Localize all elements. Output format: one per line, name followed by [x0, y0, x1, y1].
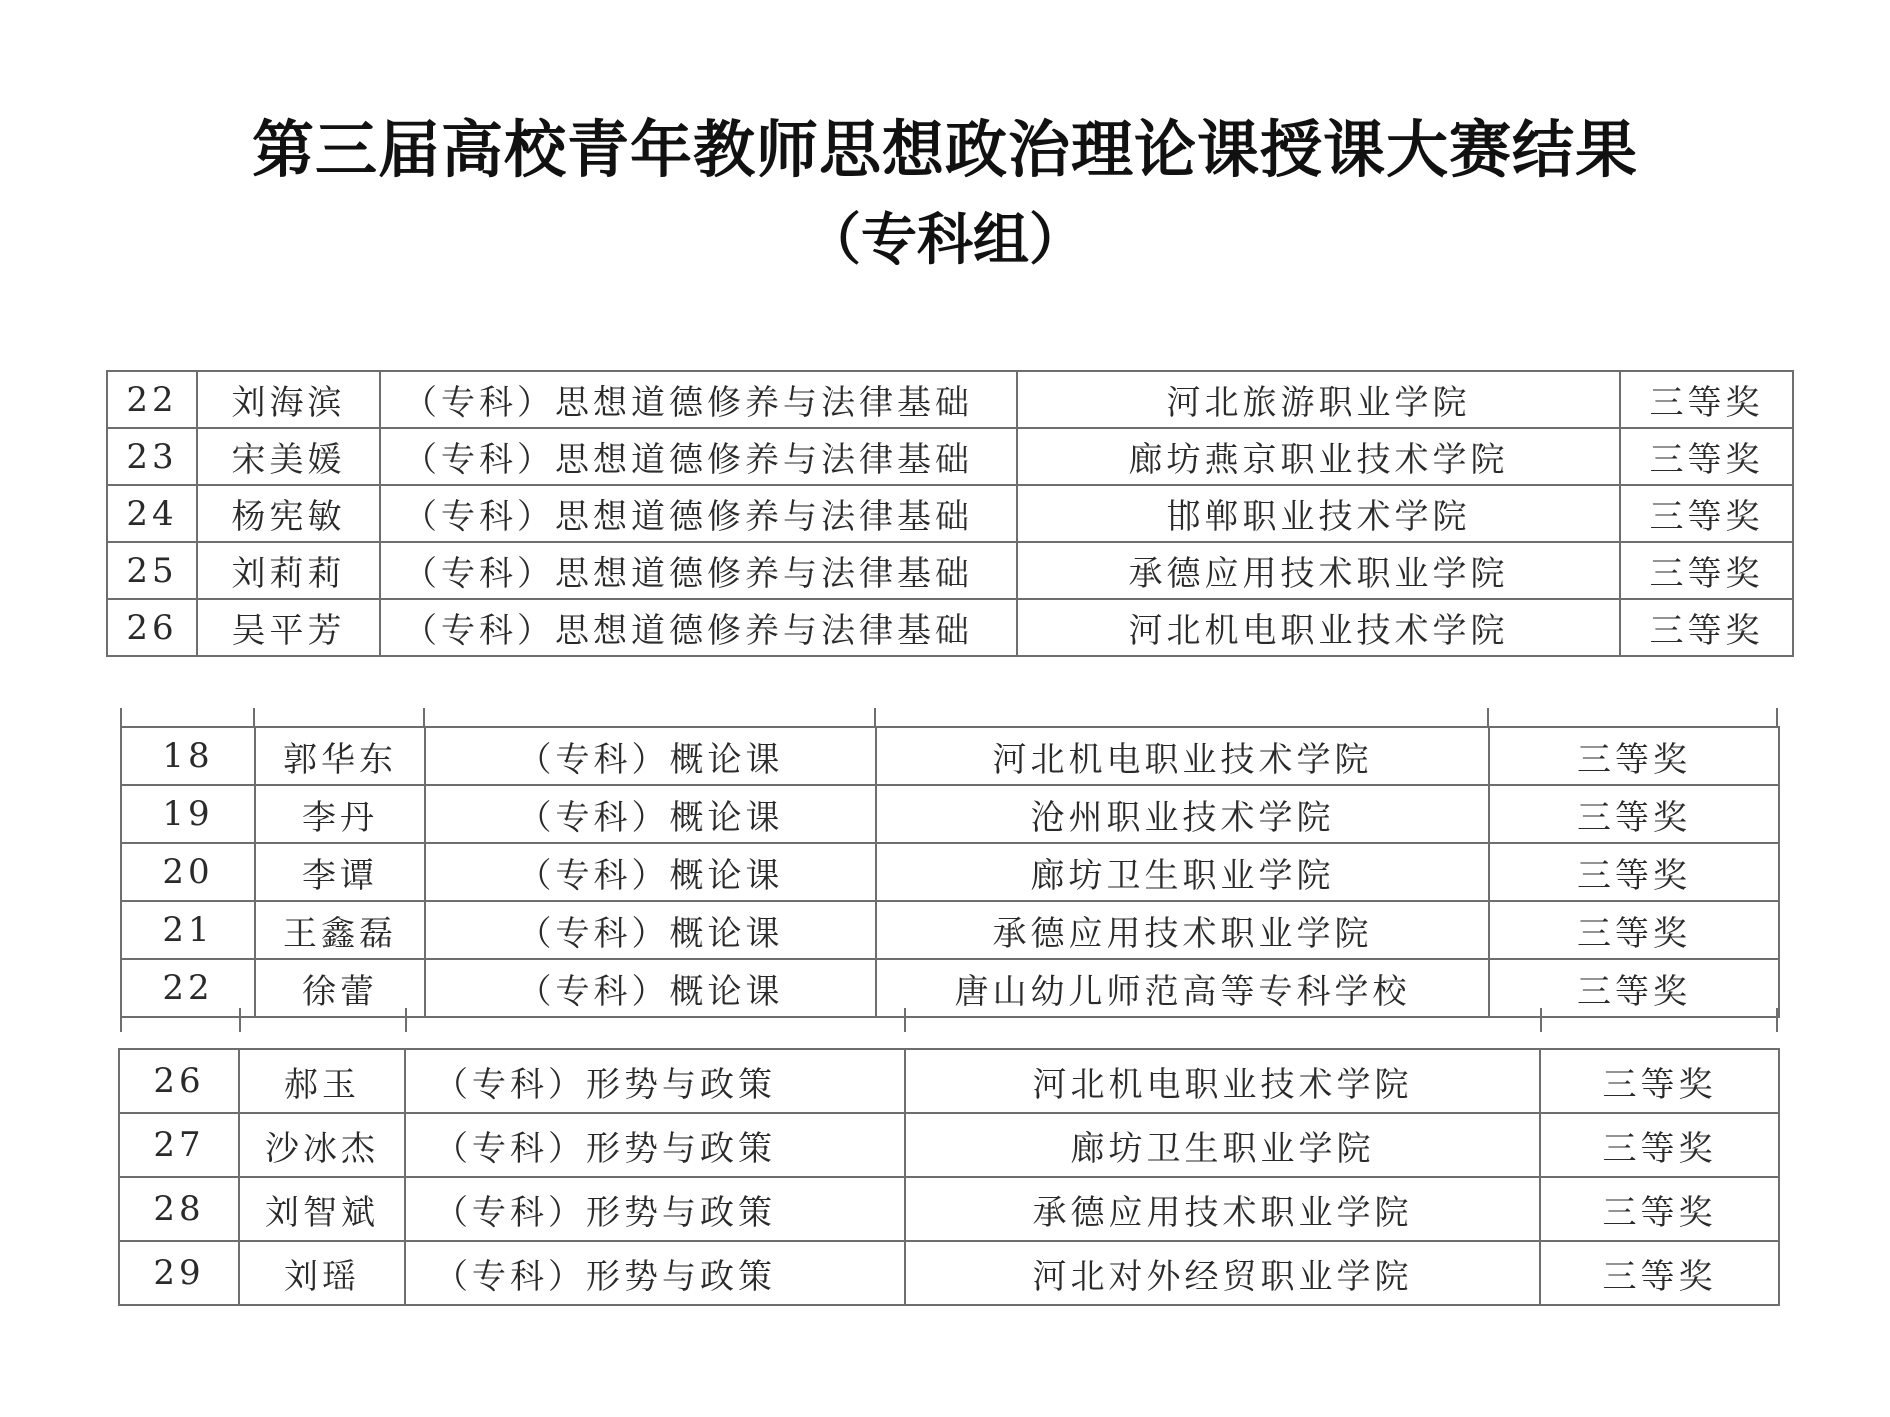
table-row — [121, 901, 1779, 959]
school-cell: 河北机电职业技术学院 — [905, 1049, 1540, 1113]
rank-cell: 19 — [121, 785, 255, 843]
rank-cell: 23 — [107, 428, 197, 485]
table-row — [119, 1177, 1779, 1241]
name-cell: 沙冰杰 — [239, 1113, 405, 1177]
table-gridline — [405, 1008, 407, 1032]
award-cell: 三等奖 — [1489, 727, 1779, 785]
award-cell: 三等奖 — [1489, 785, 1779, 843]
table-gridline — [423, 708, 425, 726]
name-cell: 李谭 — [255, 843, 425, 901]
award-cell: 三等奖 — [1540, 1177, 1779, 1241]
table-gridline — [1487, 708, 1489, 726]
course-cell: （专科）思想道德修养与法律基础 — [380, 371, 1017, 428]
award-cell: 三等奖 — [1540, 1113, 1779, 1177]
award-cell: 三等奖 — [1620, 599, 1793, 656]
table-row — [121, 843, 1779, 901]
rank-cell: 28 — [119, 1177, 239, 1241]
name-cell: 郭华东 — [255, 727, 425, 785]
table-row — [119, 1241, 1779, 1305]
school-cell: 唐山幼儿师范高等专科学校 — [876, 959, 1489, 1017]
results-table-situation-policy — [118, 1048, 1780, 1306]
school-cell: 河北旅游职业学院 — [1017, 371, 1620, 428]
rank-cell: 24 — [107, 485, 197, 542]
school-cell: 河北机电职业技术学院 — [1017, 599, 1620, 656]
award-cell: 三等奖 — [1489, 959, 1779, 1017]
award-cell: 三等奖 — [1540, 1049, 1779, 1113]
school-cell: 河北机电职业技术学院 — [876, 727, 1489, 785]
results-table-ethics-law — [106, 370, 1794, 657]
award-cell: 三等奖 — [1540, 1241, 1779, 1305]
school-cell: 承德应用技术职业学院 — [876, 901, 1489, 959]
table-gridline — [904, 1008, 906, 1032]
school-cell: 廊坊卫生职业学院 — [876, 843, 1489, 901]
cropped-row-fragment — [120, 708, 1778, 726]
table-row — [107, 485, 1793, 542]
page-title: 第三届高校青年教师思想政治理论课授课大赛结果 — [251, 113, 1638, 186]
rank-cell: 26 — [107, 599, 197, 656]
award-cell: 三等奖 — [1620, 542, 1793, 599]
course-cell: （专科）概论课 — [425, 901, 876, 959]
school-cell: 廊坊卫生职业学院 — [905, 1113, 1540, 1177]
school-cell: 承德应用技术职业学院 — [1017, 542, 1620, 599]
course-cell: （专科）思想道德修养与法律基础 — [380, 428, 1017, 485]
course-cell: （专科）形势与政策 — [405, 1177, 905, 1241]
table-gridline — [120, 1008, 122, 1032]
table-gridline — [1776, 1008, 1778, 1032]
school-cell: 沧州职业技术学院 — [876, 785, 1489, 843]
course-cell: （专科）思想道德修养与法律基础 — [380, 599, 1017, 656]
name-cell: 刘海滨 — [197, 371, 380, 428]
name-cell: 李丹 — [255, 785, 425, 843]
table-gridline — [874, 708, 876, 726]
table-gridline — [239, 1008, 241, 1032]
rank-cell: 29 — [119, 1241, 239, 1305]
table-row — [119, 1113, 1779, 1177]
name-cell: 宋美媛 — [197, 428, 380, 485]
school-cell: 廊坊燕京职业技术学院 — [1017, 428, 1620, 485]
table-row — [107, 542, 1793, 599]
award-cell: 三等奖 — [1620, 428, 1793, 485]
course-cell: （专科）概论课 — [425, 785, 876, 843]
award-cell: 三等奖 — [1489, 901, 1779, 959]
name-cell: 吴平芳 — [197, 599, 380, 656]
table-row — [107, 599, 1793, 656]
rank-cell: 26 — [119, 1049, 239, 1113]
table-gridline — [120, 708, 122, 726]
name-cell: 刘莉莉 — [197, 542, 380, 599]
table-gridline — [1540, 1008, 1542, 1032]
results-table-introduction — [120, 726, 1780, 1018]
award-cell: 三等奖 — [1620, 485, 1793, 542]
school-cell: 邯郸职业技术学院 — [1017, 485, 1620, 542]
rank-cell: 25 — [107, 542, 197, 599]
course-cell: （专科）概论课 — [425, 959, 876, 1017]
table-row — [119, 1049, 1779, 1113]
name-cell: 徐蕾 — [255, 959, 425, 1017]
school-cell: 承德应用技术职业学院 — [905, 1177, 1540, 1241]
table-row — [121, 785, 1779, 843]
rank-cell: 22 — [121, 959, 255, 1017]
course-cell: （专科）思想道德修养与法律基础 — [380, 485, 1017, 542]
rank-cell: 18 — [121, 727, 255, 785]
award-cell: 三等奖 — [1620, 371, 1793, 428]
name-cell: 刘智斌 — [239, 1177, 405, 1241]
rank-cell: 27 — [119, 1113, 239, 1177]
cropped-row-stub — [120, 1008, 1778, 1032]
table-row — [107, 371, 1793, 428]
rank-cell: 22 — [107, 371, 197, 428]
school-cell: 河北对外经贸职业学院 — [905, 1241, 1540, 1305]
name-cell: 郝玉 — [239, 1049, 405, 1113]
page-subtitle: （专科组） — [805, 207, 1085, 273]
course-cell: （专科）概论课 — [425, 727, 876, 785]
award-cell: 三等奖 — [1489, 843, 1779, 901]
table-row — [107, 428, 1793, 485]
name-cell: 刘瑶 — [239, 1241, 405, 1305]
course-cell: （专科）形势与政策 — [405, 1241, 905, 1305]
table-row — [121, 727, 1779, 785]
table-gridline — [1776, 708, 1778, 726]
rank-cell: 20 — [121, 843, 255, 901]
course-cell: （专科）形势与政策 — [405, 1113, 905, 1177]
rank-cell: 21 — [121, 901, 255, 959]
table-gridline — [253, 708, 255, 726]
course-cell: （专科）形势与政策 — [405, 1049, 905, 1113]
course-cell: （专科）思想道德修养与法律基础 — [380, 542, 1017, 599]
name-cell: 杨宪敏 — [197, 485, 380, 542]
name-cell: 王鑫磊 — [255, 901, 425, 959]
course-cell: （专科）概论课 — [425, 843, 876, 901]
